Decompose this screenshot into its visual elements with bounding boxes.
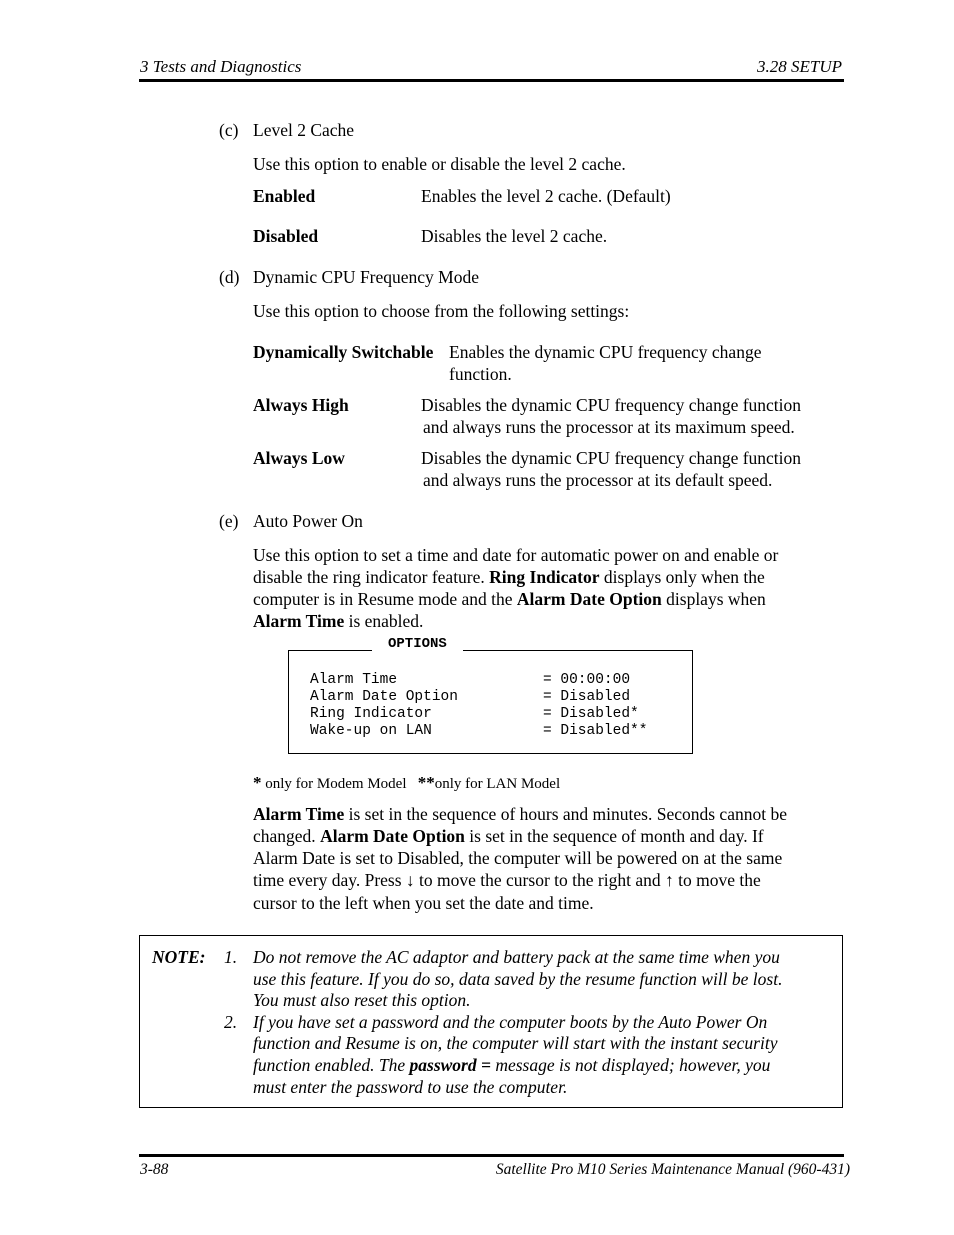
desc-enabled: Enables the level 2 cache. (Default) [421,186,671,206]
alarm-para-line-2: changed. Alarm Date Option is set in the sequence of month and day. If [253,826,764,846]
item-title-e: Auto Power On [253,511,363,531]
desc-always-high-2: and always runs the processor at its maximum speed. [423,417,795,437]
note-1-line-1: Do not remove the AC adaptor and battery pack at the same time when you [253,947,780,967]
note-label: NOTE: [152,947,206,967]
note-2-line-4: must enter the password to use the computer. [253,1077,568,1097]
option-value-alarm-time: = 00:00:00 [543,672,631,688]
term-dynamically-switchable: Dynamically Switchable [253,342,434,362]
note-1-line-3: You must also reset this option. [253,990,471,1010]
desc-dynamically-switchable-1: Enables the dynamic CPU frequency change [449,342,762,362]
note-number-2: 2. [224,1012,238,1032]
note-number-1: 1. [224,947,238,967]
option-name-alarm-date: Alarm Date Option [310,689,458,705]
term-enabled: Enabled [253,186,316,206]
footer-page-number: 3-88 [140,1161,169,1178]
auto-power-para-line-1: Use this option to set a time and date for automatic power on and enable or [253,545,779,565]
note-1-line-2: use this feature. If you do so, data saved by the resume function will be lost. [253,969,783,989]
desc-dynamically-switchable-2: function. [449,364,512,384]
note-2-line-3: function enabled. The password = message is not displayed; however, you [253,1055,771,1075]
item-label-d: (d) [219,267,240,287]
option-value-alarm-date: = Disabled [543,689,631,705]
header-rule [139,79,844,82]
option-name-alarm-time: Alarm Time [310,672,398,688]
note-2-line-1: If you have set a password and the computer boots by the Auto Power On [253,1012,768,1032]
option-value-ring-indicator: = Disabled* [543,706,639,722]
term-always-low: Always Low [253,448,345,468]
item-label-e: (e) [219,511,239,531]
desc-always-low-1: Disables the dynamic CPU frequency change function [421,448,802,468]
item-label-c: (c) [219,120,239,140]
alarm-para-line-3: Alarm Date is set to Disabled, the computer will be powered on at the same [253,848,783,868]
option-name-ring-indicator: Ring Indicator [310,706,432,722]
options-box-label: OPTIONS [372,636,463,652]
footer-rule [139,1154,844,1157]
desc-always-low-2: and always runs the processor at its default speed. [423,470,773,490]
arrow-up-icon: ↑ [664,870,674,890]
item-title-d: Dynamic CPU Frequency Mode [253,267,480,287]
alarm-para-line-5: cursor to the left when you set the date and time. [253,893,594,913]
alarm-para-line-4: time every day. Press ↓ to move the cursor to the right and ↑ to move the [253,870,761,890]
options-footnote: * only for Modem Model **only for LAN Model [253,773,561,792]
option-name-wake-on-lan: Wake-up on LAN [310,723,432,739]
item-title-c: Level 2 Cache [253,120,355,140]
header-section-number: 3.28 SETUP [757,57,842,76]
footer-manual-title: Satellite Pro M10 Series Maintenance Manual (960-431) [495,1161,850,1178]
item-intro-d: Use this option to choose from the following settings: [253,301,630,321]
alarm-para-line-1: Alarm Time is set in the sequence of hours and minutes. Seconds cannot be [253,804,787,824]
arrow-down-icon: ↓ [405,870,415,890]
desc-disabled: Disables the level 2 cache. [421,226,608,246]
desc-always-high-1: Disables the dynamic CPU frequency change function [421,395,802,415]
header-section-title: 3 Tests and Diagnostics [140,57,302,76]
item-intro-c: Use this option to enable or disable the level 2 cache. [253,154,626,174]
option-value-wake-on-lan: = Disabled** [543,723,648,739]
note-2-line-2: function and Resume is on, the computer will start with the instant security [253,1033,778,1053]
auto-power-para-line-3: computer is in Resume mode and the Alarm Date Option displays when [253,589,766,609]
term-always-high: Always High [253,395,349,415]
term-disabled: Disabled [253,226,319,246]
auto-power-para-line-4: Alarm Time is enabled. [253,611,424,631]
auto-power-para-line-2: disable the ring indicator feature. Ring Indicator displays only when the [253,567,765,587]
